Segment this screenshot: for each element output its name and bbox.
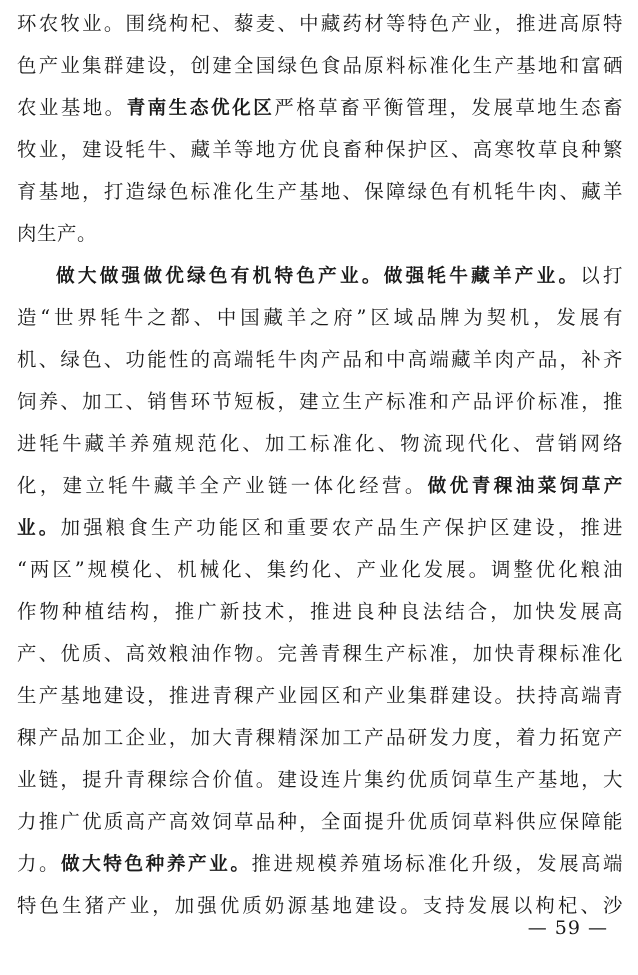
body-text: 加强粮食生产功能区和重要农产品生产保护区建设，推进 [60,516,623,539]
body-text: 饲养、加工、销售环节短板，建立生产标准和产品评价标准，推 [17,390,623,413]
body-text: 肉生产。 [17,222,97,245]
body-text: 育基地，打造绿色标准化生产基地、保障绿色有机牦牛肉、藏羊 [17,180,623,203]
text-line [17,3,623,45]
text-line [17,297,623,339]
document-body [17,0,623,927]
body-text: 作物种植结构，推广新技术，推进良种良法结合，加快发展高 [17,600,623,623]
text-line [17,801,623,843]
body-text: 色产业集群建设，创建全国绿色食品原料标准化生产基地和富硒 [17,54,623,77]
body-text: 力推广优质高产高效饲草品种，全面提升优质饲草料供应保障能 [17,810,623,833]
body-text: 以打 [580,264,623,287]
text-line [17,423,623,465]
text-line [17,591,623,633]
body-text: 造“世界牦牛之都、中国藏羊之府”区域品牌为契机，发展有 [17,306,623,329]
body-text: 特色生猪产业，加强优质奶源基地建设。支持发展以枸杞、沙 [17,894,623,917]
body-text: 农业基地。 [17,96,127,119]
text-line [17,381,623,423]
body-text: “两区”规模化、机械化、集约化、产业化发展。调整优化粮油 [17,558,623,581]
body-text: 业链，提升青稞综合价值。建设连片集约优质饲草生产基地，大 [17,768,623,791]
body-text: 严格草畜平衡管理，发展草地生态畜 [274,96,624,119]
text-line [17,759,623,801]
text-line [17,129,623,171]
bold-heading-text: 青南生态优化区 [126,98,275,119]
text-line [17,171,623,213]
text-line [17,465,623,507]
bold-heading-text: 做优青稞油菜饲草产 [427,476,623,497]
text-line [17,549,623,591]
bold-heading-text: 做大做强做优绿色有机特色产业。做强牦牛藏羊产业。 [56,266,581,287]
text-line [17,633,623,675]
body-text: 力。 [17,852,61,875]
text-line [17,213,623,255]
page-number: — 59 — [527,917,608,939]
text-line [17,507,623,549]
body-text: 推进规模养殖场标准化升级，发展高端 [251,852,624,875]
bold-heading-text: 做大特色种养产业。 [60,854,252,875]
text-line [17,87,623,129]
body-text: 进牦牛藏羊养殖规范化、加工标准化、物流现代化、营销网络 [17,432,623,455]
text-line [17,45,623,87]
body-text: 产、优质、高效粮油作物。完善青稞生产标准，加快青稞标准化 [17,642,623,665]
body-text: 生产基地建设，推进青稞产业园区和产业集群建设。扶持高端青 [17,684,623,707]
text-line [17,717,623,759]
body-text: 环农牧业。围绕枸杞、藜麦、中藏药材等特色产业，推进高原特 [17,12,623,35]
body-text: 牧业，建设牦牛、藏羊等地方优良畜种保护区、高寒牧草良种繁 [17,138,623,161]
text-line [17,675,623,717]
body-text: 稞产品加工企业，加大青稞精深加工产品研发力度，着力拓宽产 [17,726,623,749]
text-line [17,255,623,297]
body-text: 机、绿色、功能性的高端牦牛肉产品和中高端藏羊肉产品，补齐 [17,348,623,371]
bold-heading-text: 业。 [17,518,61,539]
text-line [17,339,623,381]
body-text: 化，建立牦牛藏羊全产业链一体化经营。 [17,474,428,497]
text-line [17,843,623,885]
